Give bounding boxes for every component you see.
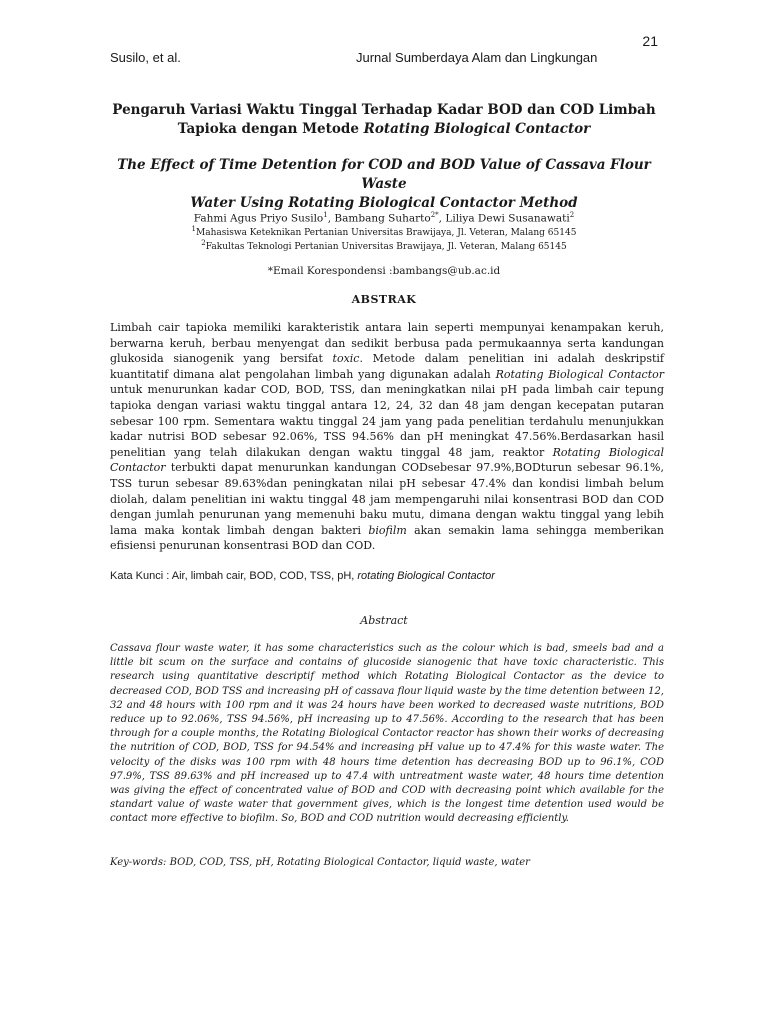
keywords-english: Key-words: BOD, COD, TSS, pH, Rotating Biological Contactor, liquid waste, water [110,857,530,868]
author-separator: , [327,212,335,225]
affiliation-2 [110,237,658,254]
author-1-affil: 1 [323,211,328,219]
abstrak-text: terbukti dapat menurunkan kandungan CODsebesar 97.9%,BODturun sebesar 96.1%, TSS turun sebesar 89.63%dan peningkatan nilai pH sebesar 47.4% dan kondisi limbah belum diolah, dalam penelitian ini waktu tinggal 48 jam mempengaruhi nilai konsentrasi BOD dan COD dengan jumlah penurunan yang memenuhi baku mutu, dimana dengan waktu tinggal yang lebih lama maka kontak limbah dengan bakteri [110,461,664,537]
author-3: Liliya Dewi Susanawati [445,212,570,225]
abstrak-text: akan semakin lama sehingga memberikan efisiensi penurunan konsentrasi BOD dan COD. [110,523,664,553]
running-header-journal: Jurnal Sumberdaya Alam dan Lingkungan [356,50,598,65]
running-author-text: Susilo, et al. [110,50,181,65]
author-2-affil: 2* [430,211,439,219]
running-header-author [110,50,181,65]
abstract-body: Cassava flour waste water, it has some characteristics such as the colour which is bad, smeels bad and a little bit scum on the surface and contains of glucoside sianogenic that have toxic characteristic. This research using quantitative descriptif method which Rotating Biological Contactor as the device to decreased COD, BOD TSS and increasing pH of cassava flour liquid waste by the time detention between 12, 32 and 48 hours with 100 rpm and it was 24 hours have been worked to decreased waste nutritions, BOD reduce up to 92.06%, TSS 94.56%, pH increasing up to 47.56%. According to the research that has been through for a couple months, the Rotating Biological Contactor reactor has shown their works of decreasing the nutrition of COD, BOD, TSS for 94.54% and increasing pH value up to 47.4% for this waste water. The velocity of the disks was 100 rpm with 48 hours time detention has decreasing BOD up to 96.1%, COD 97.9%, TSS 89.63% and pH increased up to 47.4 with untreatment waste water, 48 hours time detention was giving the effect of concentrated value of BOD and COD with decreasing point which available for the standart value of waste water that government gives, which is the longest time detention used would be contact more effective to biofilm. So, BOD and COD nutrition would decreasing efficiently. [110,643,664,825]
keywords-id-italic: rotating Biological Contactor [357,570,495,582]
title-en-line1: The Effect of Time Detention for COD and BOD Value of Cassava Flour Waste [117,157,651,192]
affiliation-2-sup: 2 [201,239,206,247]
title-en-line2: Water Using Rotating Biological Contactor Method [190,195,578,211]
abstrak-italic-term: Rotating Biological Contactor [110,445,664,475]
title-id-line1: Pengaruh Variasi Waktu Tinggal Terhadap Kadar BOD dan COD Limbah [112,102,656,118]
author-3-affil: 2 [569,211,575,219]
author-1: Fahmi Agus Priyo Susilo [193,212,324,225]
abstrak-italic-term: toxic [332,352,360,366]
abstrak-body [110,320,664,554]
paper-title-indonesian [110,101,658,139]
abstrak-text: untuk menurunkan kadar COD, BOD, TSS, dan meningkatkan nilai pH pada limbah cair tepung tapioka dengan variasi waktu tinggal antara 12, 24, 32 dan 48 jam dengan kecepatan putaran sebesar 100 rpm. Sementara waktu tinggal 24 jam yang pada penelitian terdahulu menunjukkan kadar nutrisi BOD sebesar 92.06%, TSS 94.56% dan pH meningkat 47.56%.Berdasarkan hasil penelitian yang telah dilakukan dengan waktu tinggal 48 jam, reaktor [110,383,664,459]
correspondence-email: *Email Korespondensi :bambangs@ub.ac.id [267,265,501,277]
affiliation-1-text: Mahasiswa Keteknikan Pertanian Universitas Brawijaya, Jl. Veteran, Malang 65145 [196,228,577,238]
abstract-heading: Abstract [360,614,408,627]
abstrak-text: . Metode dalam penelitian ini adalah deskripstif kuantitatif dimana alat pengolahan limbah yang digunakan adalah [110,352,664,381]
title-id-line2-italic: Rotating Biological Contactor [363,121,591,137]
keywords-id-text: Kata Kunci : Air, limbah cair, BOD, COD, TSS, pH, [110,570,358,582]
page-number: 21 [642,33,658,49]
abstrak-text: Limbah cair tapioka memiliki karakteristik antara lain seperti mempunyai kenampakan keruh, berwarna keruh, berbau menyengat dan sedikit berbusa pada permukaannya serta kandungan glukosida sianogenik yang bersifat [110,321,664,366]
author-separator: , [438,212,446,225]
abstrak-italic-term: biofilm [368,523,407,537]
author-2: Bambang Suharto [334,212,431,225]
title-id-line2 [110,120,658,139]
affiliation-2-text: Fakultas Teknologi Pertanian Universitas Brawijaya, Jl. Veteran, Malang 65145 [205,242,567,252]
title-id-line2-text: Tapioka dengan Metode [177,121,364,137]
affiliation-1-sup: 1 [191,225,196,233]
abstrak-heading: ABSTRAK [351,293,417,306]
abstrak-italic-term: Rotating Biological Contactor [495,367,664,381]
paper-title-english [110,156,658,213]
keywords-indonesian [110,570,664,582]
